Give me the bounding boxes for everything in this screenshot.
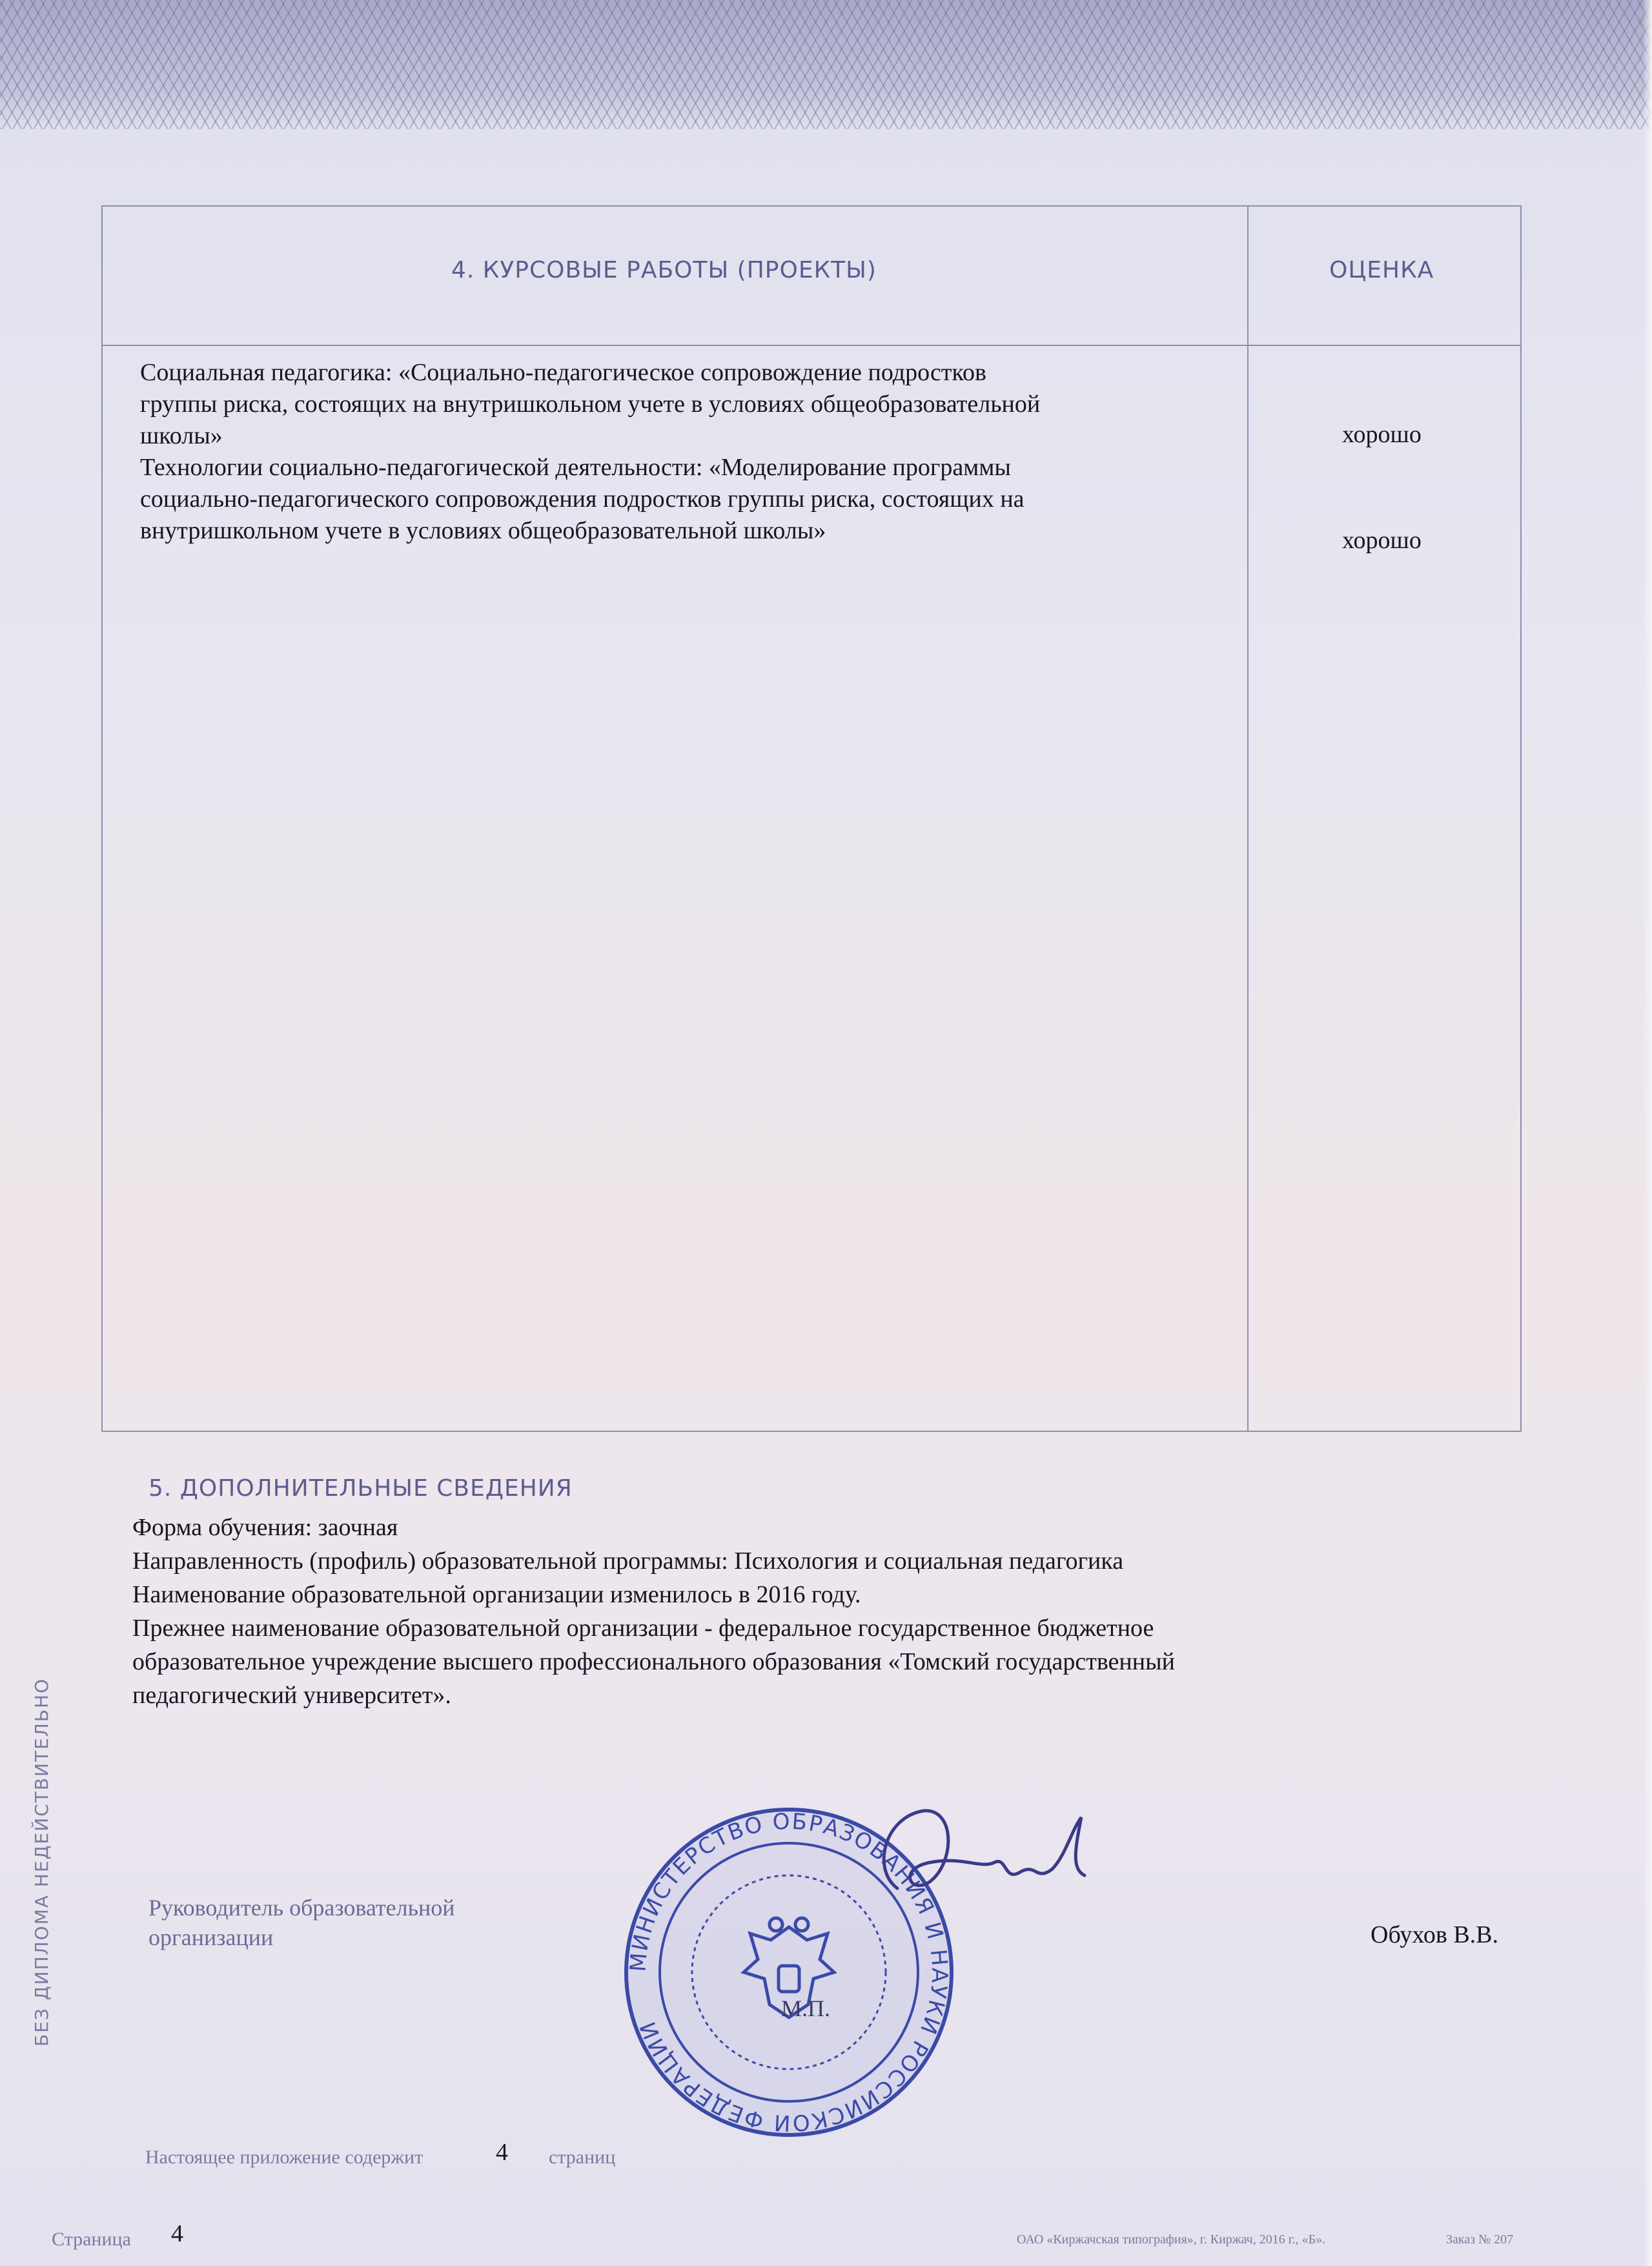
pages-suffix: страниц [549, 2147, 616, 2168]
coursework-line: внутришкольном учете в условиях общеобразовательной школы» [140, 517, 826, 544]
page-edge [1643, 0, 1652, 2266]
coursework-line: социально-педагогического сопровождения подростков группы риска, состоящих на [140, 485, 1025, 513]
coursework-row [140, 357, 1238, 452]
page-label: Страница [52, 2229, 131, 2250]
coursework-line: Технологии социально-педагогической деятельности: «Моделирование программы [140, 454, 1011, 481]
header-coursework: 4. КУРСОВЫЕ РАБОТЫ (ПРОЕКТЫ) [451, 257, 877, 283]
printer-info: ОАО «Киржачская типография», г. Киржач, 2016 г., «Б». [1017, 2232, 1326, 2247]
signatory-label-line: организации [148, 1924, 274, 1950]
info-line: образовательное учреждение высшего профессионального образования «Томский государственный [132, 1648, 1175, 1675]
column-divider [1247, 207, 1249, 1431]
header-grade: ОЦЕНКА [1329, 257, 1434, 283]
signature [859, 1791, 1104, 1946]
validity-note: БЕЗ ДИПЛОМА НЕДЕЙСТВИТЕЛЬНО [31, 1677, 52, 2047]
guilloche-border [0, 0, 1652, 129]
stamp-mark: М.П. [781, 1996, 831, 2021]
pages-count: 4 [496, 2139, 508, 2166]
info-line: Форма обучения: заочная [132, 1514, 398, 1541]
seal-text: МИНИСТЕРСТВО ОБРАЗОВАНИЯ И НАУКИ РОССИЙСКОЙ ФЕДЕРАЦИИ [625, 1808, 953, 2136]
order-number: Заказ № 207 [1446, 2232, 1514, 2247]
pages-prefix: Настоящее приложение содержит [145, 2147, 423, 2168]
coursework-grade: хорошо [1342, 421, 1422, 448]
info-line: педагогический университет». [132, 1682, 451, 1709]
coursework-row [140, 452, 1238, 547]
info-line: Направленность (профиль) образовательной программы: Психология и социальная педагогика [132, 1547, 1124, 1575]
coursework-line: школы» [140, 422, 223, 449]
header-divider [103, 345, 1520, 346]
signatory-name: Обухов В.В. [1371, 1921, 1499, 1948]
coursework-table [101, 205, 1522, 1432]
signatory-label-line: Руководитель образовательной [148, 1895, 455, 1921]
info-line: Прежнее наименование образовательной организации - федеральное государственное бюджетное [132, 1615, 1154, 1642]
section-5-title: 5. ДОПОЛНИТЕЛЬНЫЕ СВЕДЕНИЯ [148, 1475, 573, 1502]
signatory-label [148, 1893, 455, 1952]
coursework-grade: хорошо [1342, 527, 1422, 554]
coursework-line: группы риска, состоящих на внутришкольном учете в условиях общеобразовательной [140, 391, 1041, 418]
page-number: 4 [171, 2220, 183, 2247]
coursework-line: Социальная педагогика: «Социально-педагогическое сопровождение подростков [140, 359, 986, 386]
info-line: Наименование образовательной организации изменилось в 2016 году. [132, 1581, 861, 1608]
section-5-body [132, 1511, 1520, 1712]
